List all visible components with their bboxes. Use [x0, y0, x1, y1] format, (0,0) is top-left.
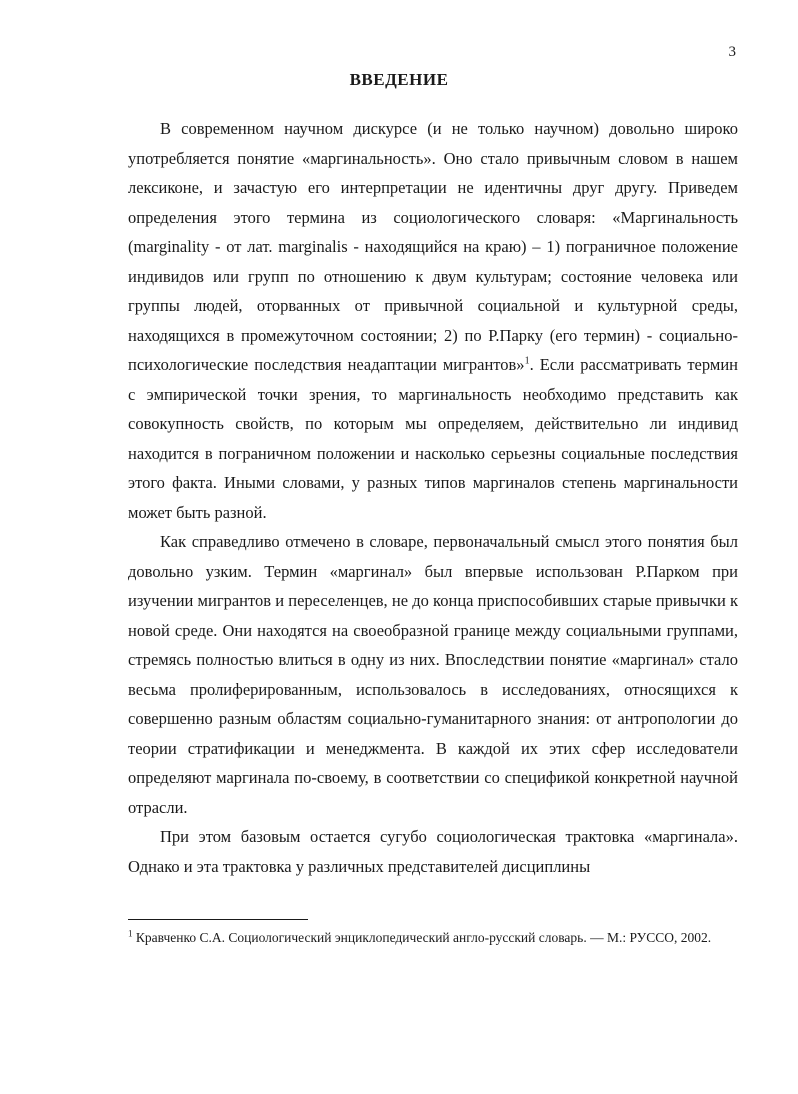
footnote	[128, 929, 738, 946]
paragraph-2: Как справедливо отмечено в словаре, первоначальный смысл этого понятия был довольно узким. Термин «маргинал» был впервые использован Р.Парком при изучении мигрантов и переселенцев, не до конца приспособивших старые привычки к новой среде. Они находятся на своеобразной границе между социальными группами, стремясь полностью влиться в одну из них. Впоследствии понятие «маргинал» стало весьма пролиферированным, использовалось в исследованиях, относящихся к совершенно разным областям социально-гуманитарного знания: от антропологии до теории стратификации и менеджмента. В каждой их этих сфер исследователи определяют маргинала по-своему, в соответствии со спецификой конкретной научной отрасли.	[128, 532, 738, 817]
footnote-number: 1	[128, 928, 133, 939]
page-number: 3	[728, 44, 736, 60]
paragraph-1-part-a: В современном научном дискурсе (и не только научном) довольно широко употребляется понятие «маргинальность». Оно стало привычным словом в нашем лексиконе, и зачастую его интерпретации не идентичны друг другу. Приведем определения этого термина из социологического словаря: «Маргинальность (marginality - от лат. marginalis - находящийся на краю) – 1) пограничное положение индивидов или групп по отношению к двум культурам; состояние человека или группы людей, оторванных от привычной социальной и культурной среды, находящихся в промежуточном состоянии; 2) по Р.Парку (его термин) - социально-психологические последствия неадаптации мигрантов»	[128, 119, 738, 374]
footnote-reference[interactable]: 1	[524, 355, 530, 367]
paragraph-1	[128, 114, 738, 527]
paragraph-1-part-b: . Если рассматривать термин с эмпирической точки зрения, то маргинальность необходимо представить как совокупность свойств, по которым мы определяем, действительно ли индивид находится в пограничном положении и насколько серьезны социальные последствия этого факта. Иными словами, у разных типов маргиналов степень маргинальности может быть разной.	[128, 355, 738, 522]
paragraph-3: При этом базовым остается сугубо социологическая трактовка «маргинала». Однако и эта трактовка у различных представителей дисциплины	[128, 827, 738, 876]
main-text	[128, 114, 738, 881]
footnote-text: Кравченко С.А. Социологический энциклопедический англо-русский словарь. — М.: РУССО, 2002.	[132, 930, 712, 945]
footnote-divider	[128, 919, 308, 920]
page-title: ВВЕДЕНИЕ	[349, 70, 449, 89]
